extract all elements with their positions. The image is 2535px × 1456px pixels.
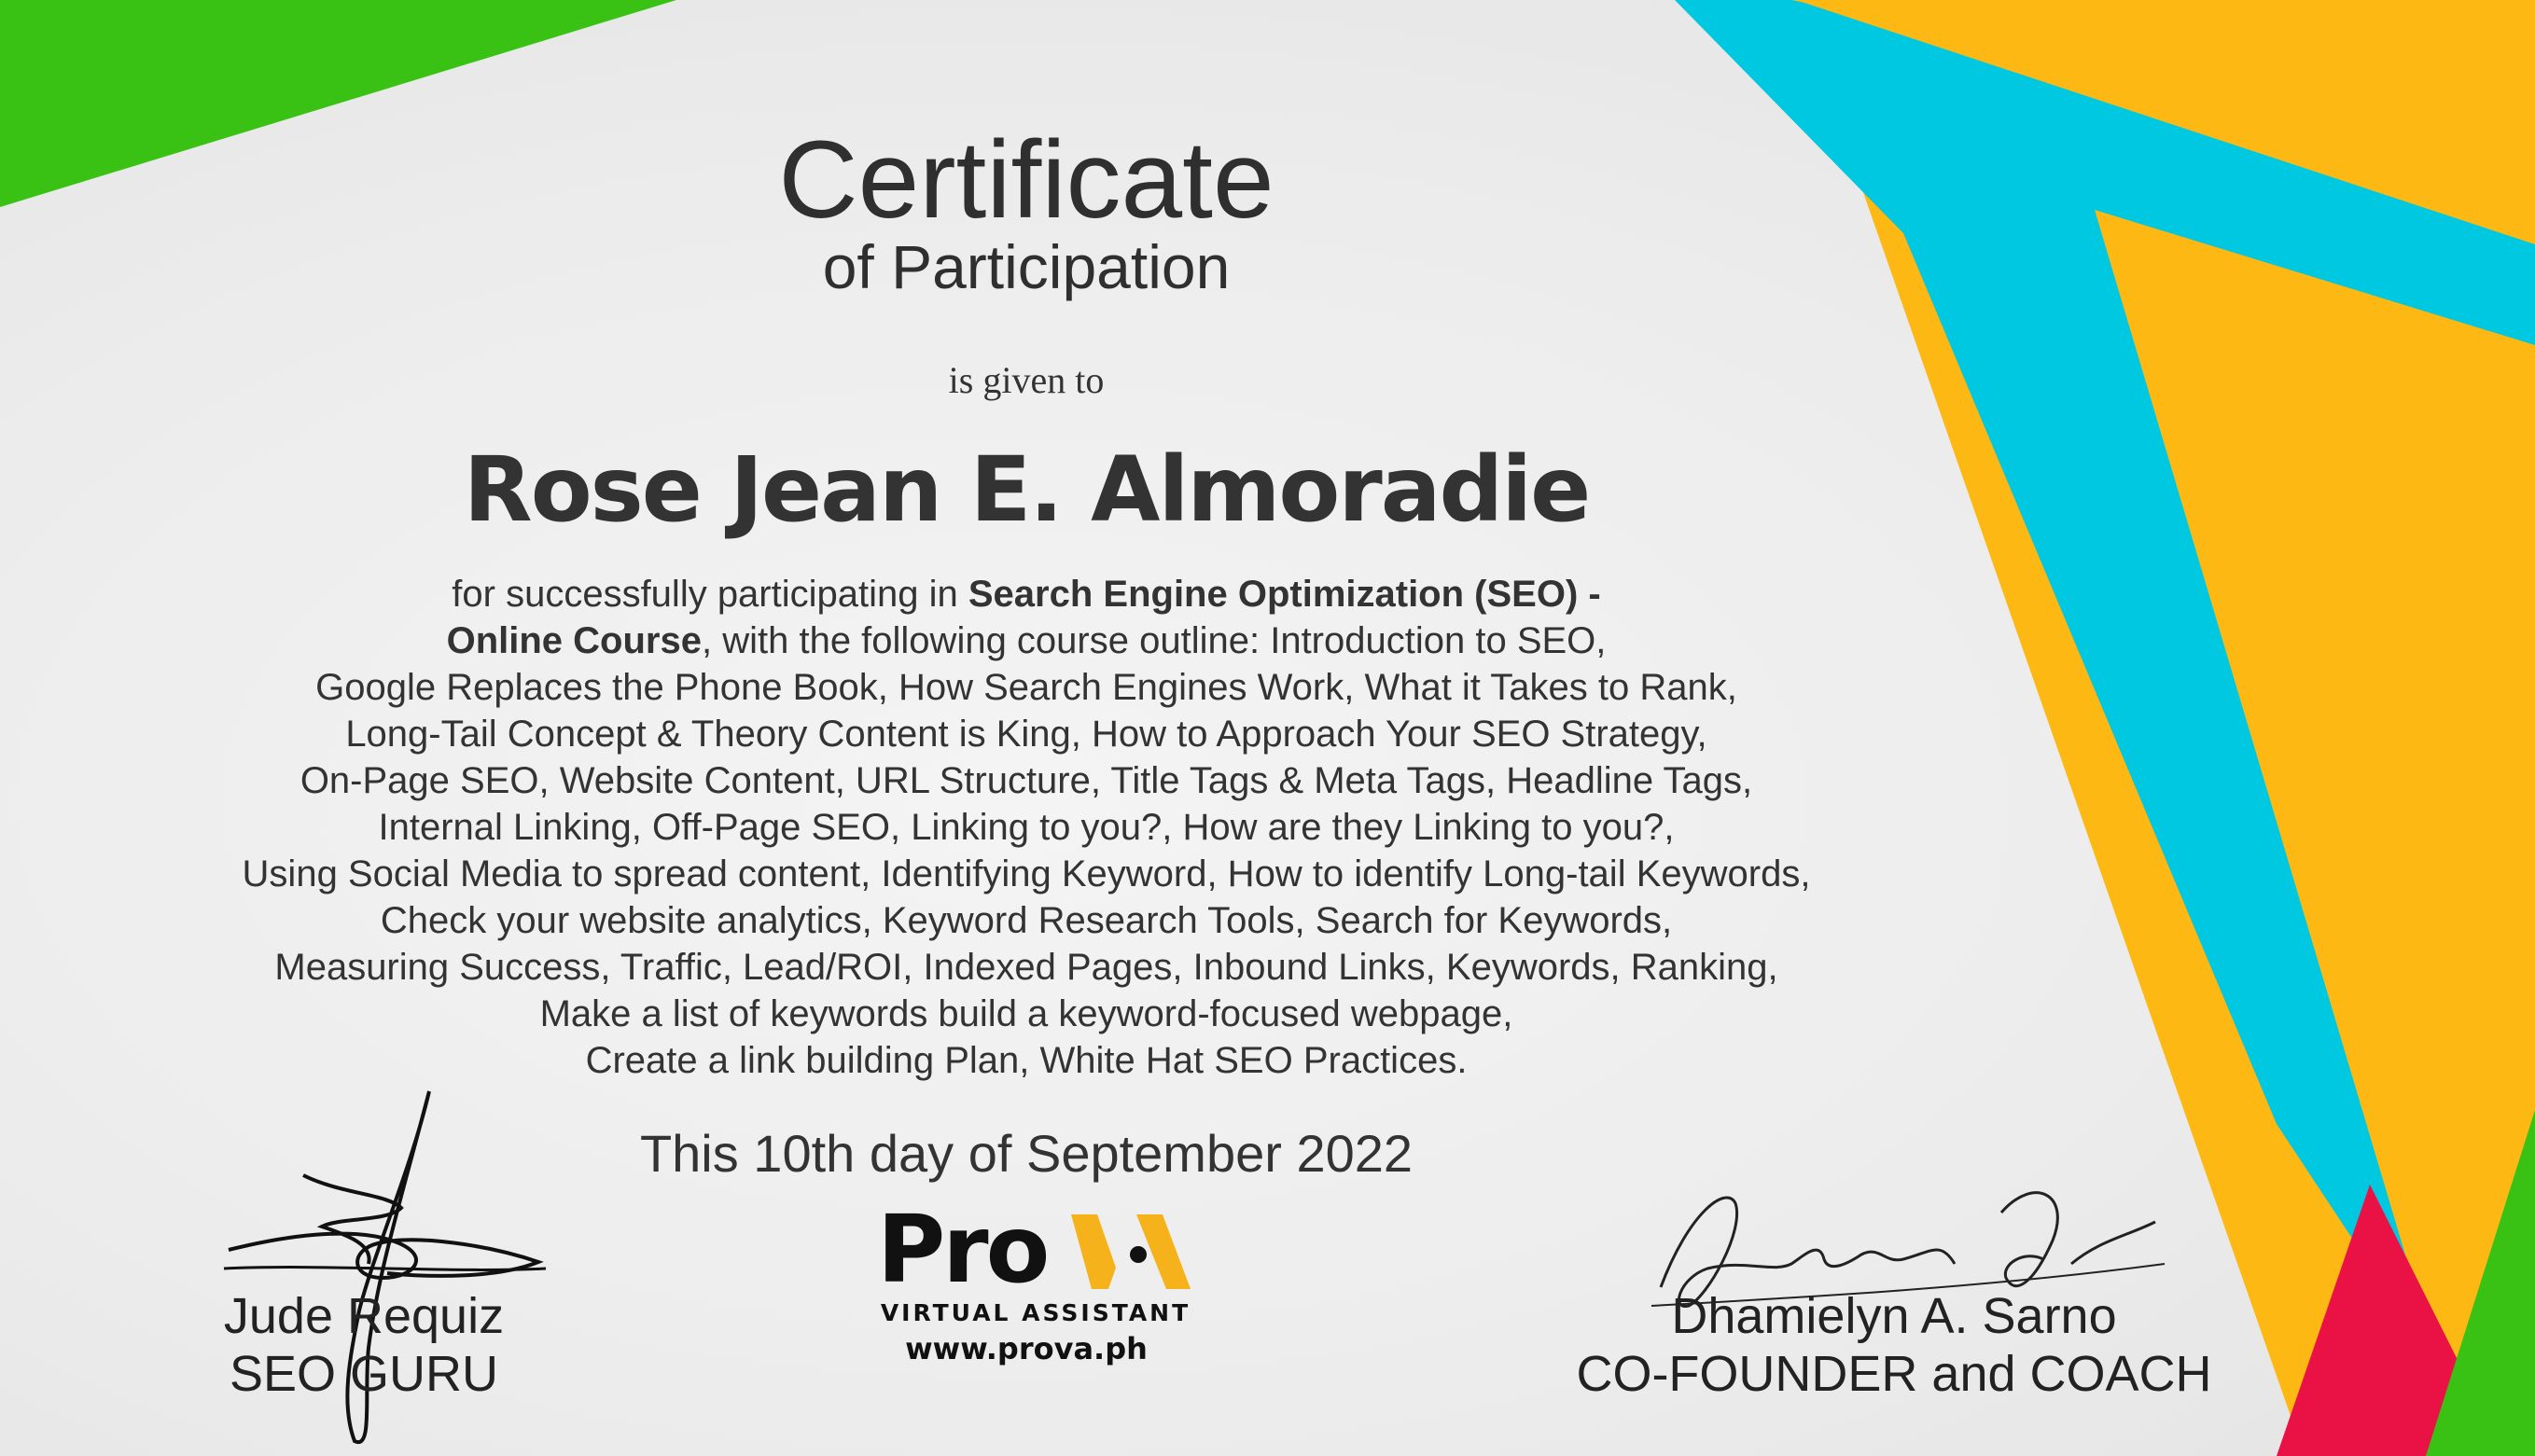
description-line: Google Replaces the Phone Book, How Search Engines Work, What it Takes to Rank,: [315, 667, 1737, 708]
description-line: Create a link building Plan, White Hat SEO Practices.: [585, 1040, 1468, 1081]
description-line: Internal Linking, Off-Page SEO, Linking to you?, How are they Linking to you?,: [378, 807, 1675, 848]
certificate-subtitle: of Participation: [822, 232, 1231, 301]
description-line: [0, 617, 2053, 664]
intro-text: for successfully participating in: [452, 574, 968, 615]
logo-tagline: VIRTUAL ASSISTANT: [880, 1299, 1191, 1326]
given-to-text: is given to: [948, 359, 1105, 401]
recipient-name: Rose Jean E. Almoradie: [463, 437, 1590, 542]
description-line: Long-Tail Concept & Theory Content is King, How to Approach Your SEO Strategy,: [345, 714, 1707, 755]
left-signatory-role: SEO GURU: [229, 1346, 499, 1402]
certificate-title: Certificate: [778, 118, 1274, 242]
description-line: On-Page SEO, Website Content, URL Structure, Title Tags & Meta Tags, Headline Tags,: [299, 760, 1753, 801]
logo-va-mark: [1071, 1210, 1192, 1294]
logo-wordmark-pro: Pro: [877, 1195, 1048, 1304]
description-line: Make a list of keywords build a keyword-focused webpage,: [539, 993, 1513, 1034]
description-line: [0, 571, 2053, 617]
outline-intro-text: , with the following course outline: Introduction to SEO,: [701, 620, 1607, 661]
right-signatory-role: CO-FOUNDER and COACH: [1576, 1346, 2212, 1402]
course-name-part-2: Online Course: [446, 620, 702, 661]
description-line: Check your website analytics, Keyword Research Tools, Search for Keywords,: [380, 900, 1673, 941]
date-line: This 10th day of September 2022: [639, 1124, 1414, 1183]
description-line: Measuring Success, Traffic, Lead/ROI, Indexed Pages, Inbound Links, Keywords, Ranking,: [274, 947, 1778, 988]
right-signatory-name: Dhamielyn A. Sarno: [1671, 1288, 2117, 1344]
logo-url: www.prova.ph: [905, 1331, 1148, 1366]
course-name-part-1: Search Engine Optimization (SEO) -: [968, 574, 1601, 615]
description-line: Using Social Media to spread content, Identifying Keyword, How to identify Long-tail Keywords,: [242, 853, 1811, 894]
course-description: [0, 571, 2053, 1084]
left-signatory-name: Jude Requiz: [223, 1288, 505, 1344]
prova-logo: [868, 1195, 1204, 1376]
